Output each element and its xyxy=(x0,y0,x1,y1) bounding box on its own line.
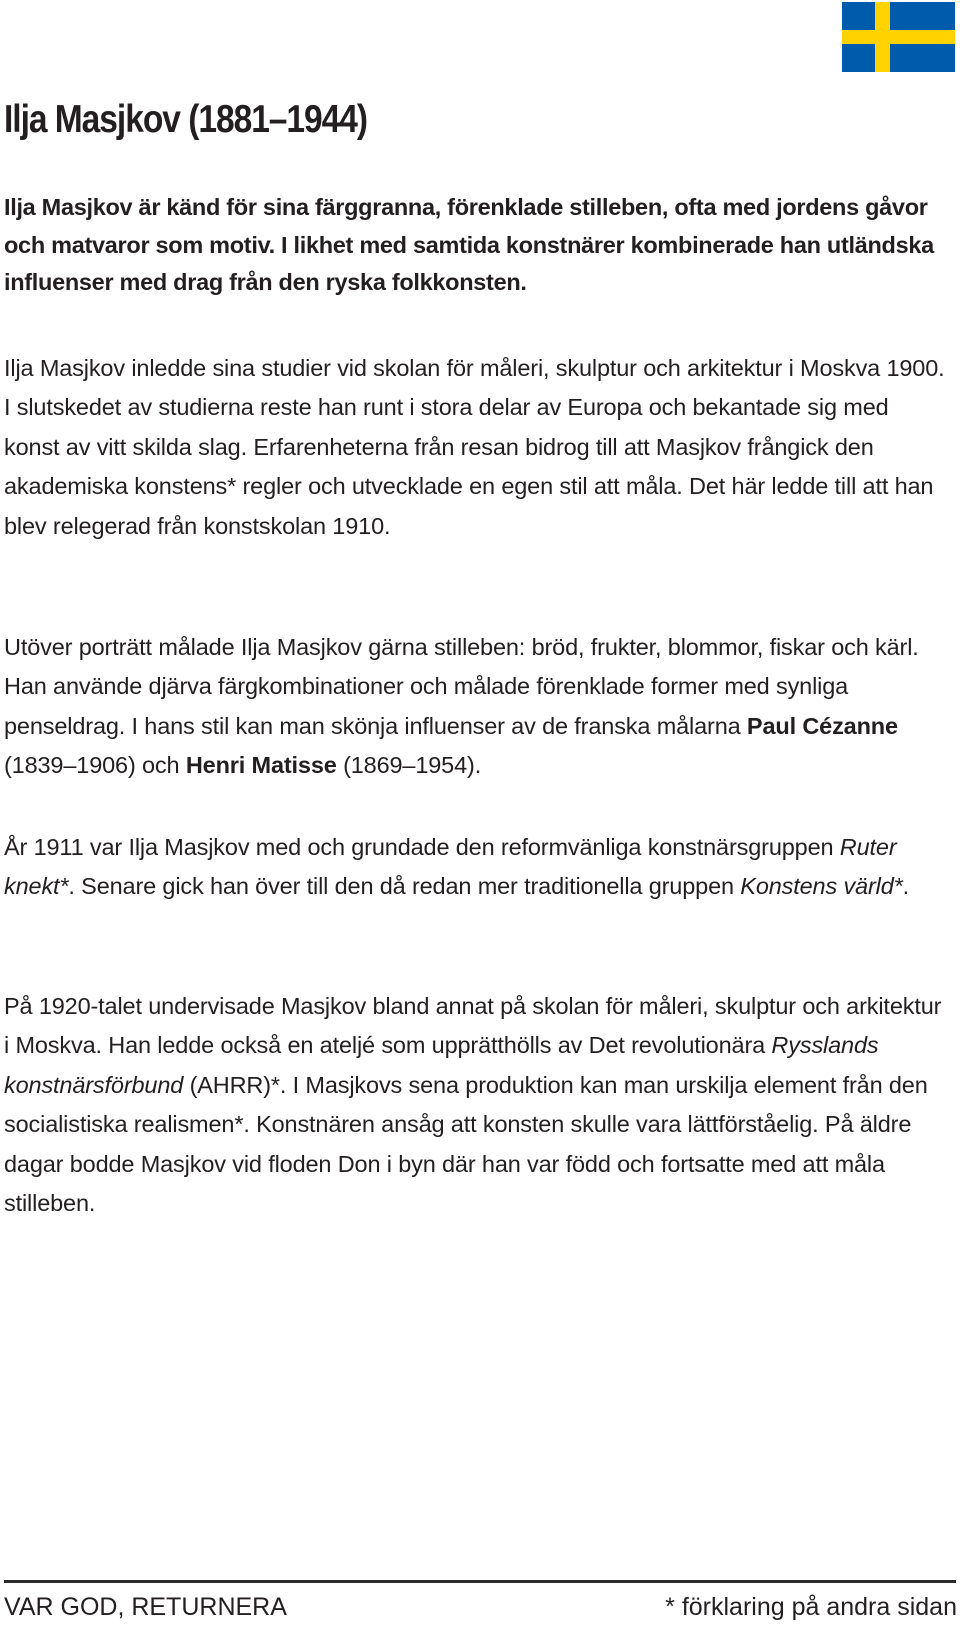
footer-explanation-note: * förklaring på andra sidan xyxy=(665,1593,957,1621)
page-title: Ilja Masjkov (1881–1944) xyxy=(4,98,368,141)
paragraph-text: På 1920-talet undervisade Masjkov bland annat på skolan för måleri, skulptur och arkitektur i Moskva. Han ledde också en ateljé som upprätthölls av Det revolutionära xyxy=(4,993,942,1059)
flag-cross-horizontal xyxy=(842,30,955,44)
paragraph-studies: Ilja Masjkov inledde sina studier vid skolan för måleri, skulptur och arkitektur i Moskva 1900. I slutskedet av studierna reste han runt i stora delar av Europa och bekantade sig med konst av vitt skilda slag. Erfarenheterna från resan bidrog till att Masjkov frångick den akademiska konstens* regler och utvecklade en egen stil att måla. Det här ledde till att han blev relegerad från konstskolan 1910. xyxy=(4,355,945,539)
paragraph-still-life xyxy=(4,628,950,786)
paragraph-text: . xyxy=(902,873,910,900)
paragraph-text: . Senare gick han över till den då redan mer traditionella gruppen xyxy=(68,873,741,900)
paragraph-text: Utöver porträtt målade Ilja Masjkov gärna stilleben: bröd, frukter, blommor, fiskar och kärl. Han använde djärva färgkombinationer och målade förenklade former med synliga penseldrag. I hans stil kan man skönja influenser av de franska målarna xyxy=(4,634,919,739)
org-name: Rysslands konstnärsförbund xyxy=(4,1032,879,1098)
sweden-flag-icon xyxy=(842,2,955,72)
paragraph-text: (AHRR)*. I Masjkovs sena produktion kan man urskilja element från den socialistiska realismen*. Konstnären ansåg att konsten skulle vara lättförståelig. På äldre dagar bodde Masjkov vid floden Don i byn där han var född och fortsatte med att måla stilleben. xyxy=(4,1071,928,1217)
paragraph-text: (1869–1954). xyxy=(336,752,482,779)
footer-divider xyxy=(4,1580,956,1583)
artist-name-matisse: Henri Matisse xyxy=(185,752,337,779)
paragraph-text: (1839–1906) och xyxy=(4,752,186,779)
paragraph-text: År 1911 var Ilja Masjkov med och grundade den reformvänliga konstnärsgruppen xyxy=(4,834,840,860)
artist-name-cezanne: Paul Cézanne xyxy=(746,712,898,739)
paragraph-groups xyxy=(4,828,950,907)
paragraph-later-life xyxy=(4,987,950,1223)
lead-paragraph: Ilja Masjkov är känd för sina färggranna, förenklade stilleben, ofta med jordens gåvor och matvaror som motiv. I likhet med samtida konstnärer kombinerade han utländska influenser med drag från den ryska folkkonsten. xyxy=(4,194,934,295)
group-name-konstens-varld: Konstens värld* xyxy=(740,873,903,900)
footer-return-note: VAR GOD, RETURNERA xyxy=(4,1593,287,1621)
group-name-ruter-knekt: Ruter knekt* xyxy=(4,834,897,900)
